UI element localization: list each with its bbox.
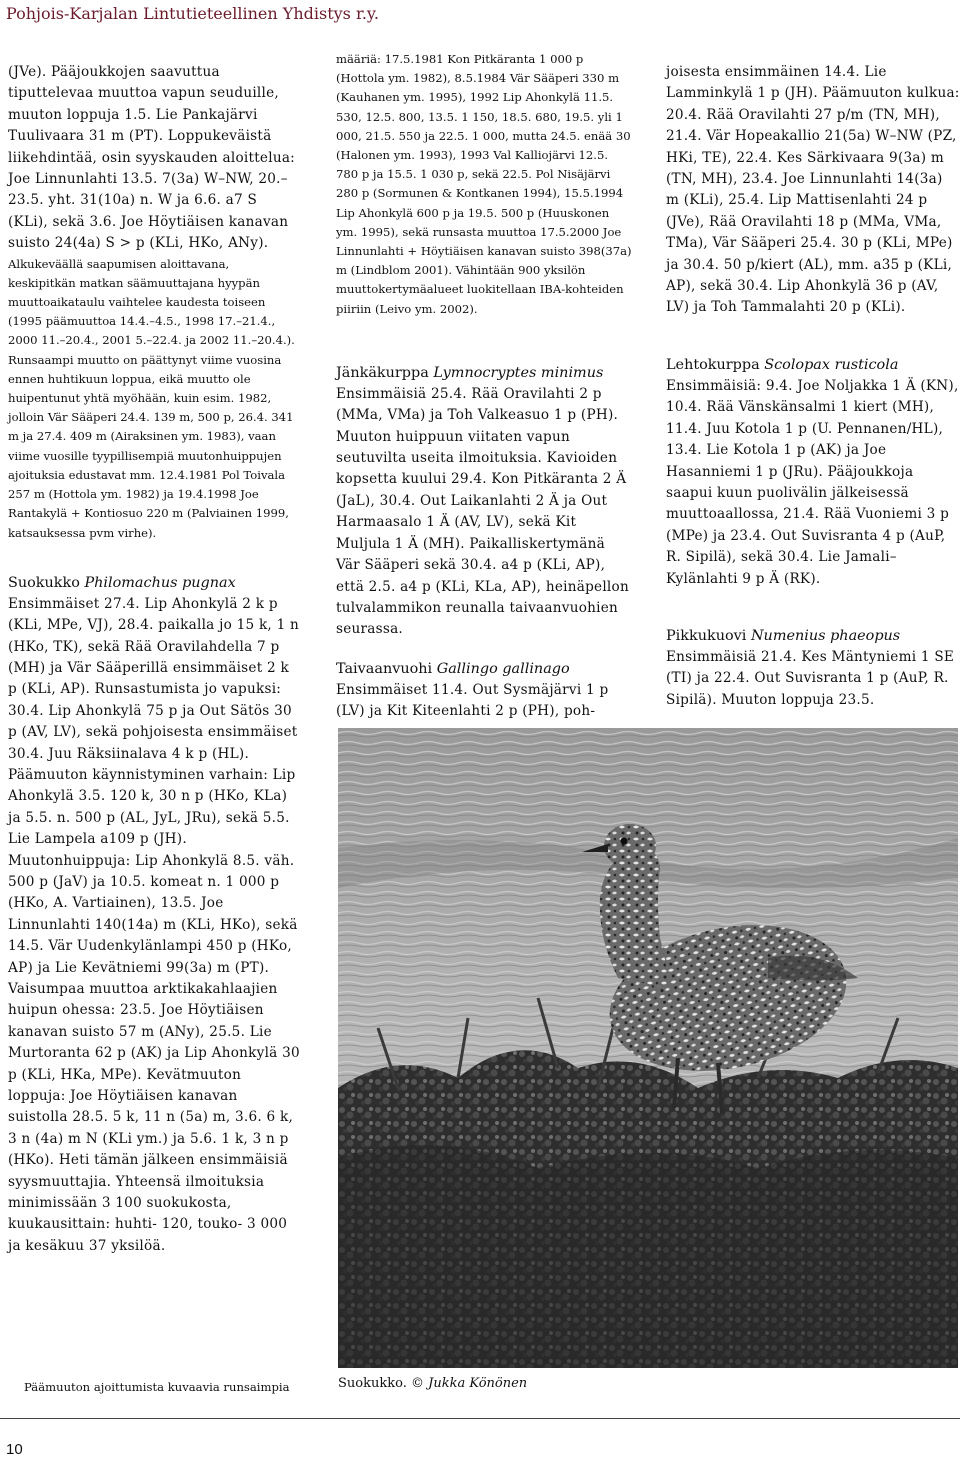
paragraph: Ensimmäisiä 21.4. Kes Mäntyniemi 1 SE (TI) ja 22.4. Out Suvisranta 1 p (AuP, R. Sipilä). Muuton loppuja 23.5. bbox=[666, 648, 955, 708]
page-header bbox=[0, 0, 960, 34]
paragraph: (JVe). Pääjoukkojen saavuttua tiputtelevaa muuttoa vapun seuduille, muuton loppuja 1.5. Lie Pankajärvi Tuulivaara 31 m (PT). Loppukeväistä liikehdintää, osin syyskauden aloittelua: Joe Linnunlahti 13.5. 7(3a) W–NW, 20.–23.5. yht. 31(10a) n. W ja 6.6. a7 S (KLi), sekä 3.6. Joe Höytiäisen kanavan suisto 24(4a) S > p (KLi, HKo, ANy). bbox=[8, 64, 296, 252]
spacer bbox=[666, 590, 960, 626]
paragraph: Ensimmäisiä: 9.4. Joe Noljakka 1 Ä (KN), 10.4. Rää Vänskänsalmi 1 kiert (MH), 11.4. Juu Kotola 1 p (U. Pennanen/HL), 13.4. Lie Kotola 1 p (AK) ja Joe Hasanniemi 1 p (JRu). Pääjoukkoja saapui kuun puolivälin jälkeisessä muuttoaallossa, 21.4. Rää Vuoniemi 3 p (MPe) ja 23.4. Out Suvisranta 4 p (AuP, R. Sipilä), sekä 30.4. Lie Jamali–Kylänlahti 9 p Ä (RK). bbox=[666, 377, 959, 587]
species-scientific-name: Gallingo gallinago bbox=[436, 660, 570, 677]
species-scientific-name: Numenius phaeopus bbox=[750, 627, 901, 644]
ruff-photo-image bbox=[338, 728, 958, 1368]
species-scientific-name: Philomachus pugnax bbox=[84, 574, 236, 591]
spacer bbox=[666, 319, 960, 355]
species-heading bbox=[666, 626, 960, 647]
column-2 bbox=[336, 50, 632, 723]
caption-text: Suokukko. bbox=[338, 1376, 407, 1391]
spacer bbox=[336, 319, 632, 363]
species-scientific-name: Scolopax rusticola bbox=[764, 356, 899, 373]
species-heading bbox=[8, 573, 300, 594]
species-heading bbox=[336, 363, 632, 384]
species-common-name: Lehtokurppa bbox=[666, 356, 760, 373]
species-common-name: Pikkukuovi bbox=[666, 627, 747, 644]
journal-title: Pohjois-Karjalan Lintutieteellinen Yhdistys r.y. bbox=[6, 4, 379, 23]
species-scientific-name: Lymnocryptes minimus bbox=[433, 364, 604, 381]
species-common-name: Jänkäkurppa bbox=[336, 364, 429, 381]
spacer bbox=[8, 543, 300, 573]
spacer bbox=[336, 641, 632, 659]
paragraph: Ensimmäisiä 25.4. Rää Oravilahti 2 p (MMa, VMa) ja Toh Valkeasuo 1 p (PH). Muuton huippuun viitaten vapun seutuvilta useita ilmoituksia. Kavioiden kopsetta kuului 29.4. Kon Pitkäranta 2 Ä (JaL), 30.4. Out Laikanlahti 2 Ä ja Out Harmaasalo 1 Ä (AV, LV), sekä Kit Muljula 1 Ä (MH). Paikalliskertymänä Vär Sääperi sekä 30.4. a4 p (KLi, AP), että 2.5. a4 p (KLi, KLa, AP), heinäpellon tulvalammikon reunalla taivaanvuohien seurassa. bbox=[336, 385, 629, 638]
footer-divider bbox=[0, 1418, 960, 1419]
paragraph: Alkukeväällä saapumisen aloittavana, keskipitkän matkan säämuuttajana hyypän muuttoaikataulu vaihtelee kaudesta toiseen (1995 päämuuttoa 14.4.–4.5., 1998 17.–21.4., 2000 11.–20.4., 2001 5.–22.4. ja 2002 11.–20.4.). Runsaampi muutto on päättynyt viime vuosina ennen huhtikuun loppua, eikä muutto ole huipentunut yhtä myöhään, kuin esim. 1982, jolloin Vär Sääperi 24.4. 139 m, 500 p, 26.4. 341 m ja 27.4. 409 m (Airaksinen ym. 1983), vaan viime vuosille tyypillisempiä muutonhuippujen ajoituksia edustavat mm. 12.4.1981 Pol Toivala 257 m (Hottola ym. 1982) ja 19.4.1998 Joe Rantakylä + Kontiosuo 220 m (Palviainen 1999, katsauksessa pvm virhe). bbox=[8, 256, 295, 540]
species-heading bbox=[666, 355, 960, 376]
bird-photo bbox=[338, 728, 958, 1368]
page-number: 10 bbox=[6, 1441, 23, 1458]
paragraph: Ensimmäiset 11.4. Out Sysmäjärvi 1 p (LV) ja Kit Kiteenlahti 2 p (PH), poh- bbox=[336, 681, 609, 720]
paragraph: joisesta ensimmäinen 14.4. Lie Lamminkylä 1 p (JH). Päämuuton kulkua: 20.4. Rää Oravilahti 27 p/m (TN, MH), 21.4. Vär Hopeakallio 21(5a) W–NW (PZ, HKi, TE), 22.4. Kes Särkivaara 9(3a) m (TN, MH), 23.4. Joe Linnunlahti 14(3a) m (KLi), 25.4. Lip Mattisenlahti 24 p (JVe), Rää Oravilahti 18 p (MMa, VMa, TMa), Vär Sääperi 25.4. 30 p (KLi, MPe) ja 30.4. 50 p/kiert (AL), mm. a35 p (KLi, AP), sekä 30.4. Lip Ahonkylä 36 p (AV, LV) ja Toh Tammalahti 20 p (KLi). bbox=[666, 64, 960, 316]
species-heading bbox=[336, 659, 632, 680]
paragraph: Ensimmäiset 27.4. Lip Ahonkylä 2 k p (KLi, MPe, VJ), 28.4. paikalla jo 15 k, 1 n (HKo, TK), sekä Rää Oravilahdella 7 p (MH) ja Vär Sääperillä ensimmäiset 2 k p (KLi, AP). Runsastumista jo vapuksi: 30.4. Lip Ahonkylä 75 p ja Out Sätös 30 p (AV, LV), sekä pohjoisesta ensimmäiset 30.4. Juu Räksiinalava 4 k p (HL). Päämuuton käynnistyminen varhain: Lip Ahonkylä 3.5. 120 k, 30 n p (HKo, KLa) ja 5.5. n. 500 p (AL, JyL, JRu), sekä 5.5. Lie Lampela a109 p (JH). Muutonhuippuja: Lip Ahonkylä 8.5. väh. 500 p (JaV) ja 10.5. komeat n. 1 000 p (HKo, A. Vartiainen), 13.5. Joe Linnunlahti 140(14a) m (KLi, HKo), sekä 14.5. Vär Uudenkylänlampi 450 p (HKo, AP) ja Lie Kevätniemi 99(3a) m (PT). Vaisumpaa muuttoa arktikakahlaajien huipun ohessa: 23.5. Joe Höytiäisen kanavan suisto 57 m (ANy), 25.5. Lie Murtoranta 62 p (AK) ja Lip Ahonkylä 30 p (KLi, HKa, MPe). Kevätmuuton loppuja: Joe Höytiäisen kanavan suistolla 28.5. 5 k, 11 n (5a) m, 3.6. 6 k, 3 n (4a) m N (KLi ym.) ja 5.6. 1 k, 3 n p (HKo). Heti tämän jälkeen ensimmäisiä syysmuuttajia. Yhteensä ilmoituksia minimissään 3 100 suokukosta, kuukausittain: huhti- 120, touko- 3 000 ja kesäkuu 37 yksilöä. bbox=[8, 595, 300, 1254]
photo-caption bbox=[338, 1376, 527, 1391]
column-1 bbox=[8, 62, 300, 1257]
column-3 bbox=[666, 62, 960, 711]
paragraph: määriä: 17.5.1981 Kon Pitkäranta 1 000 p (Hottola ym. 1982), 8.5.1984 Vär Sääperi 330 m (Kauhanen ym. 1995), 1992 Lip Ahonkylä 11.5. 530, 12.5. 800, 13.5. 1 150, 18.5. 680, 19.5. yli 1 000, 21.5. 550 ja 22.5. 1 000, mutta 24.5. enää 30 (Halonen ym. 1993), 1993 Val Kalliojärvi 12.5. 780 p ja 15.5. 1 030 p, sekä 22.5. Pol Nisäjärvi 280 p (Sormunen & Kontkanen 1994), 15.5.1994 Lip Ahonkylä 600 p ja 19.5. 500 p (Huuskonen ym. 1995), sekä runsasta muuttoa 17.5.2000 Joe Linnunlahti + Höytiäisen kanavan suisto 398(37a) m (Lindblom 2001). Vähintään 900 yksilön muuttokertymäalueet luokitellaan IBA-kohteiden piiriin (Leivo ym. 2002). bbox=[336, 52, 632, 316]
column-1-continuation: Päämuuton ajoittumista kuvaavia runsaimpia bbox=[24, 1380, 290, 1394]
species-common-name: Suokukko bbox=[8, 574, 80, 591]
species-common-name: Taivaanvuohi bbox=[336, 660, 433, 677]
photo-credit: © Jukka Könönen bbox=[410, 1376, 528, 1391]
